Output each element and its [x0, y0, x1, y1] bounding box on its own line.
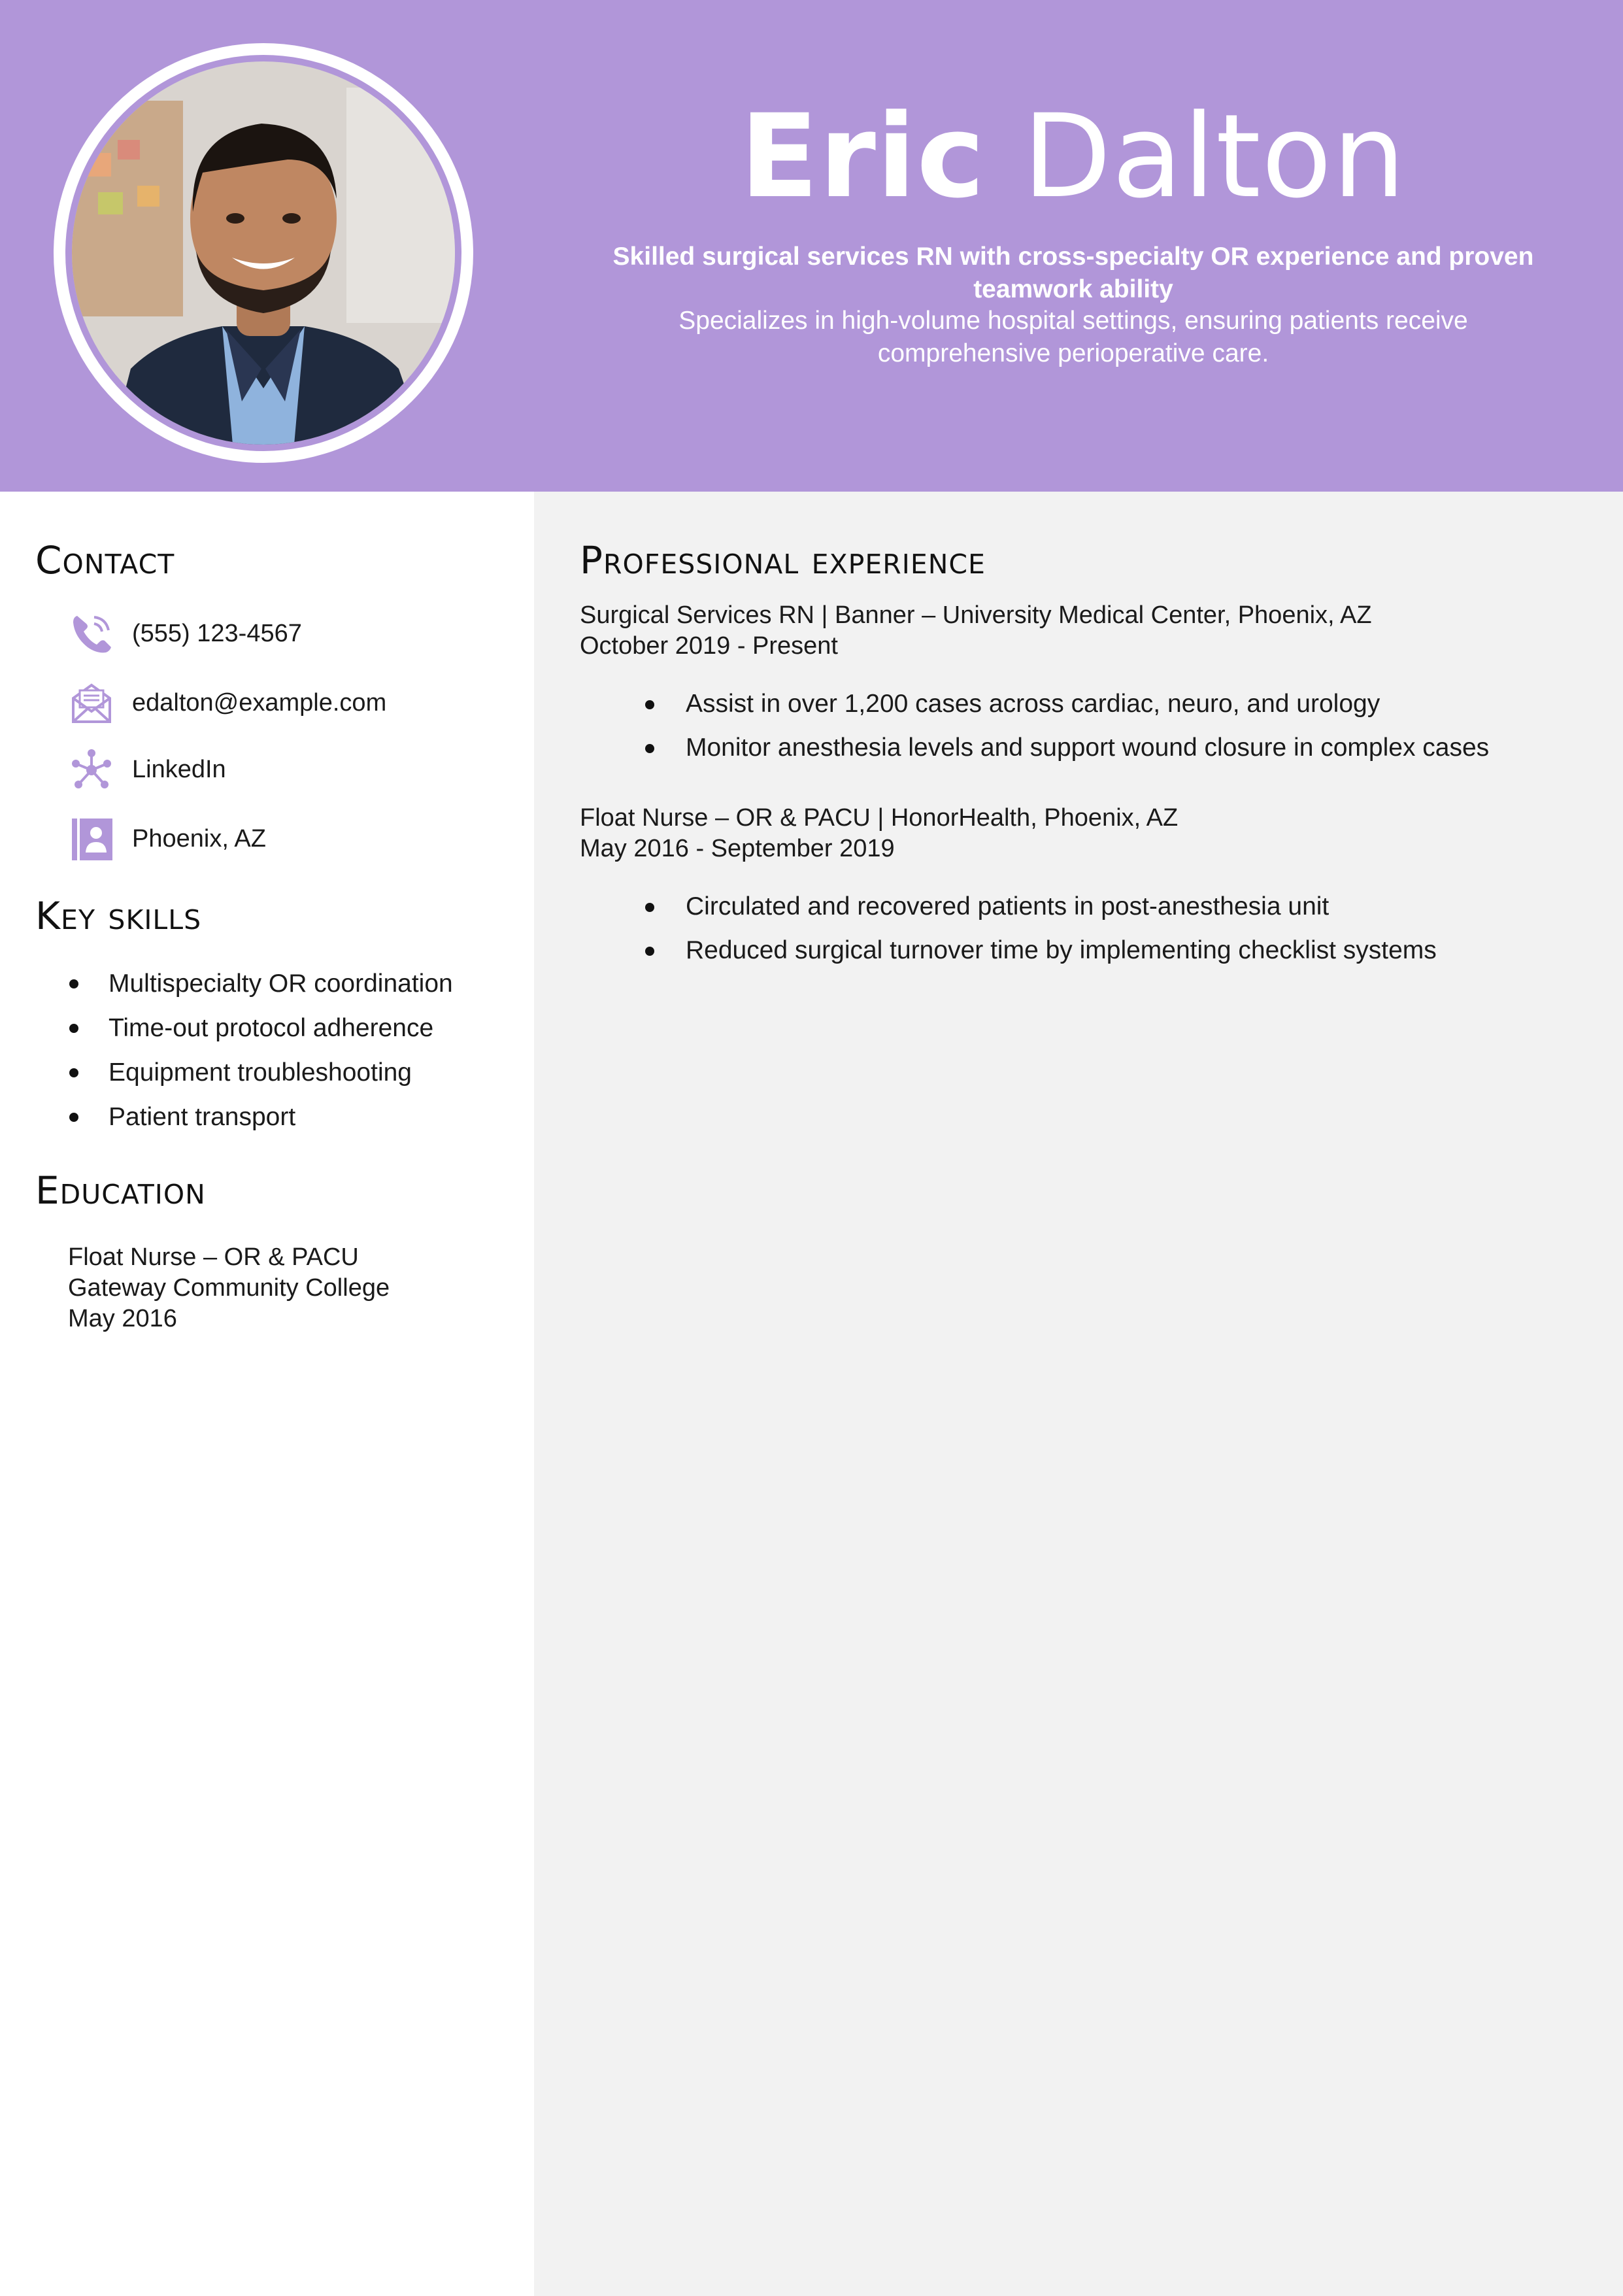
first-name: Eric [739, 90, 986, 224]
list-item: Assist in over 1,200 cases across cardiac, neuro, and urology [686, 689, 1489, 733]
contact-email [68, 680, 526, 727]
contact-phone [68, 611, 526, 658]
education-degree: Float Nurse – OR & PACU [68, 1243, 359, 1271]
list-item: Time-out protocol adherence [109, 1013, 453, 1058]
list-item: Circulated and recovered patients in post-anesthesia unit [686, 892, 1437, 936]
linkedin-icon [68, 747, 115, 794]
list-item: Patient transport [109, 1102, 453, 1147]
list-item: Monitor anesthesia levels and support wound closure in complex cases [686, 733, 1489, 777]
job-heading: Float Nurse – OR & PACU | HonorHealth, Phoenix, AZ [580, 804, 1179, 832]
profile-photo-frame [54, 43, 473, 463]
job-heading: Surgical Services RN | Banner – University Medical Center, Phoenix, AZ [580, 601, 1372, 629]
candidate-name [523, 92, 1623, 222]
education-date: May 2016 [68, 1305, 177, 1332]
headline: Skilled surgical services RN with cross-specialty OR experience and proven teamwork ability [612, 243, 1534, 303]
job-2-bullets [686, 892, 1437, 979]
profile-photo [72, 61, 455, 445]
contact-location [68, 816, 526, 863]
email-icon [68, 680, 115, 727]
email-text[interactable]: edalton@example.com [132, 689, 387, 717]
phone-text[interactable]: (555) 123-4567 [132, 620, 302, 647]
header-banner [0, 0, 1623, 492]
list-item: Equipment troubleshooting [109, 1058, 453, 1102]
job-dates: October 2019 - Present [580, 632, 838, 660]
job-entry-2 [580, 803, 1178, 864]
list-item: Reduced surgical turnover time by implementing checklist systems [686, 936, 1437, 979]
linkedin-text[interactable]: LinkedIn [132, 756, 226, 783]
experience-title: Professional experience [580, 538, 986, 582]
list-item: Multispecialty OR coordination [109, 969, 453, 1013]
skills-title: Key skills [35, 894, 202, 938]
summary: Specializes in high-volume hospital settings, ensuring patients receive comprehensive perioperative care. [678, 307, 1468, 367]
job-1-bullets [686, 689, 1489, 777]
contact-title: Contact [35, 538, 175, 582]
last-name: Dalton [1022, 90, 1407, 224]
job-dates: May 2016 - September 2019 [580, 835, 895, 862]
location-icon [68, 816, 115, 863]
contact-linkedin [68, 747, 526, 794]
phone-icon [68, 611, 115, 658]
location-text: Phoenix, AZ [132, 825, 266, 853]
education-school: Gateway Community College [68, 1274, 390, 1302]
education-entry [68, 1242, 390, 1334]
skills-list [109, 969, 453, 1147]
education-title: Education [35, 1168, 206, 1213]
job-entry-1 [580, 600, 1372, 662]
